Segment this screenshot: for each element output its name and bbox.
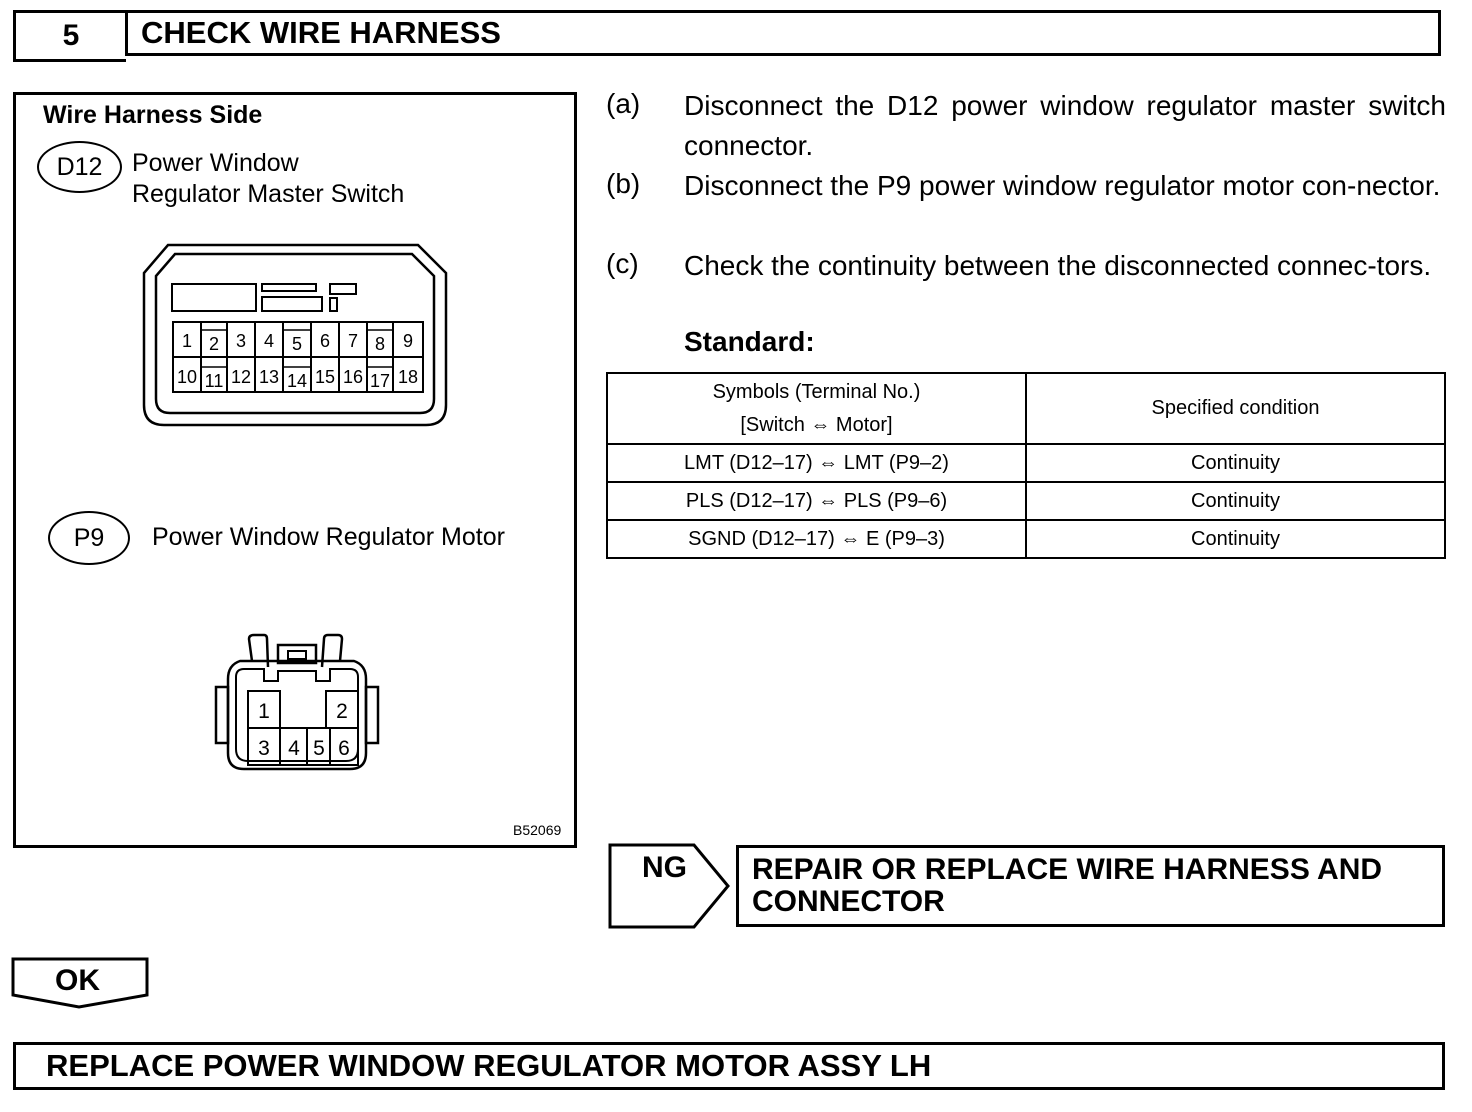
d12-pin-label: 15 [314, 367, 336, 387]
instruction-letter: (a) [606, 88, 641, 119]
d12-name-line1: Power Window [132, 149, 299, 177]
diagram-heading: Wire Harness Side [43, 101, 263, 129]
p9-pin-label: 5 [313, 737, 325, 760]
d12-pin-label: 10 [176, 367, 198, 387]
d12-pin-label: 13 [258, 367, 280, 387]
header-symbols-line2: [Switch ⇔ Motor] [740, 413, 893, 436]
d12-pin-label: 5 [291, 334, 303, 354]
condition-cell: Continuity [1026, 520, 1445, 558]
table-row [607, 444, 1445, 482]
d12-pin-label: 4 [263, 331, 275, 351]
d12-pin-label: 1 [181, 331, 193, 351]
table-header-row [607, 373, 1445, 444]
d12-pin-label: 6 [319, 331, 331, 351]
instruction-letter: (c) [606, 248, 639, 279]
d12-pin-label: 18 [397, 367, 419, 387]
header-symbols [607, 373, 1026, 444]
step-title: CHECK WIRE HARNESS [125, 10, 1441, 56]
condition-cell: Continuity [1026, 444, 1445, 482]
p9-connector-drawing [212, 631, 382, 773]
ok-label: OK [55, 964, 100, 997]
d12-name-line2: Regulator Master Switch [132, 180, 405, 208]
d12-pin-label: 11 [204, 371, 224, 391]
figure-id: B52069 [513, 822, 562, 838]
d12-pin-label: 9 [402, 331, 414, 351]
symbol-cell: PLS (D12–17) ⇔ PLS (P9–6) [607, 482, 1026, 520]
table-row [607, 482, 1445, 520]
p9-pin-label: 6 [338, 737, 350, 760]
d12-pin-label: 12 [230, 367, 252, 387]
ng-result-box [736, 845, 1445, 927]
d12-code: D12 [56, 152, 103, 181]
p9-pin-label: 1 [258, 700, 270, 723]
d12-pin-label: 17 [369, 371, 391, 391]
ng-result-line1: REPAIR OR REPLACE WIRE HARNESS AND [752, 853, 1383, 886]
instruction-text: Disconnect the P9 power window regulator motor con-nector. [684, 170, 1441, 201]
d12-connector-drawing [140, 241, 450, 431]
symbol-cell: LMT (D12–17) ⇔ LMT (P9–2) [607, 444, 1026, 482]
d12-pin-label: 14 [286, 371, 308, 391]
final-action: REPLACE POWER WINDOW REGULATOR MOTOR ASSY LH [13, 1042, 1445, 1090]
instruction-letter: (b) [606, 168, 641, 199]
ng-result-line2: CONNECTOR [752, 885, 945, 918]
instruction-text: Disconnect the D12 power window regulator master switch connector. [684, 90, 1446, 161]
connector-diagram [13, 92, 577, 848]
step-number: 5 [13, 10, 126, 62]
p9-pin-label: 3 [258, 737, 270, 760]
p9-code-badge [48, 511, 130, 565]
p9-code: P9 [73, 523, 105, 552]
ng-label: NG [642, 851, 687, 884]
symbol-cell: SGND (D12–17) ⇔ E (P9–3) [607, 520, 1026, 558]
d12-pin-label: 16 [342, 367, 364, 387]
header-symbols-line1: Symbols (Terminal No.) [712, 380, 921, 403]
d12-pin-label: 3 [235, 331, 247, 351]
spec-table [606, 372, 1446, 559]
d12-name [132, 148, 404, 210]
d12-pin-label: 7 [347, 331, 359, 351]
condition-cell: Continuity [1026, 482, 1445, 520]
standard-label: Standard: [684, 326, 815, 357]
d12-code-badge [37, 141, 122, 193]
header-condition: Specified condition [1026, 373, 1445, 444]
p9-name: Power Window Regulator Motor [152, 523, 505, 551]
d12-pin-label: 2 [208, 334, 220, 354]
instruction-text: Check the continuity between the disconnected connec-tors. [684, 250, 1432, 281]
p9-pin-label: 2 [336, 700, 348, 723]
p9-pin-label: 4 [288, 737, 300, 760]
table-row [607, 520, 1445, 558]
d12-pin-label: 8 [374, 334, 386, 354]
